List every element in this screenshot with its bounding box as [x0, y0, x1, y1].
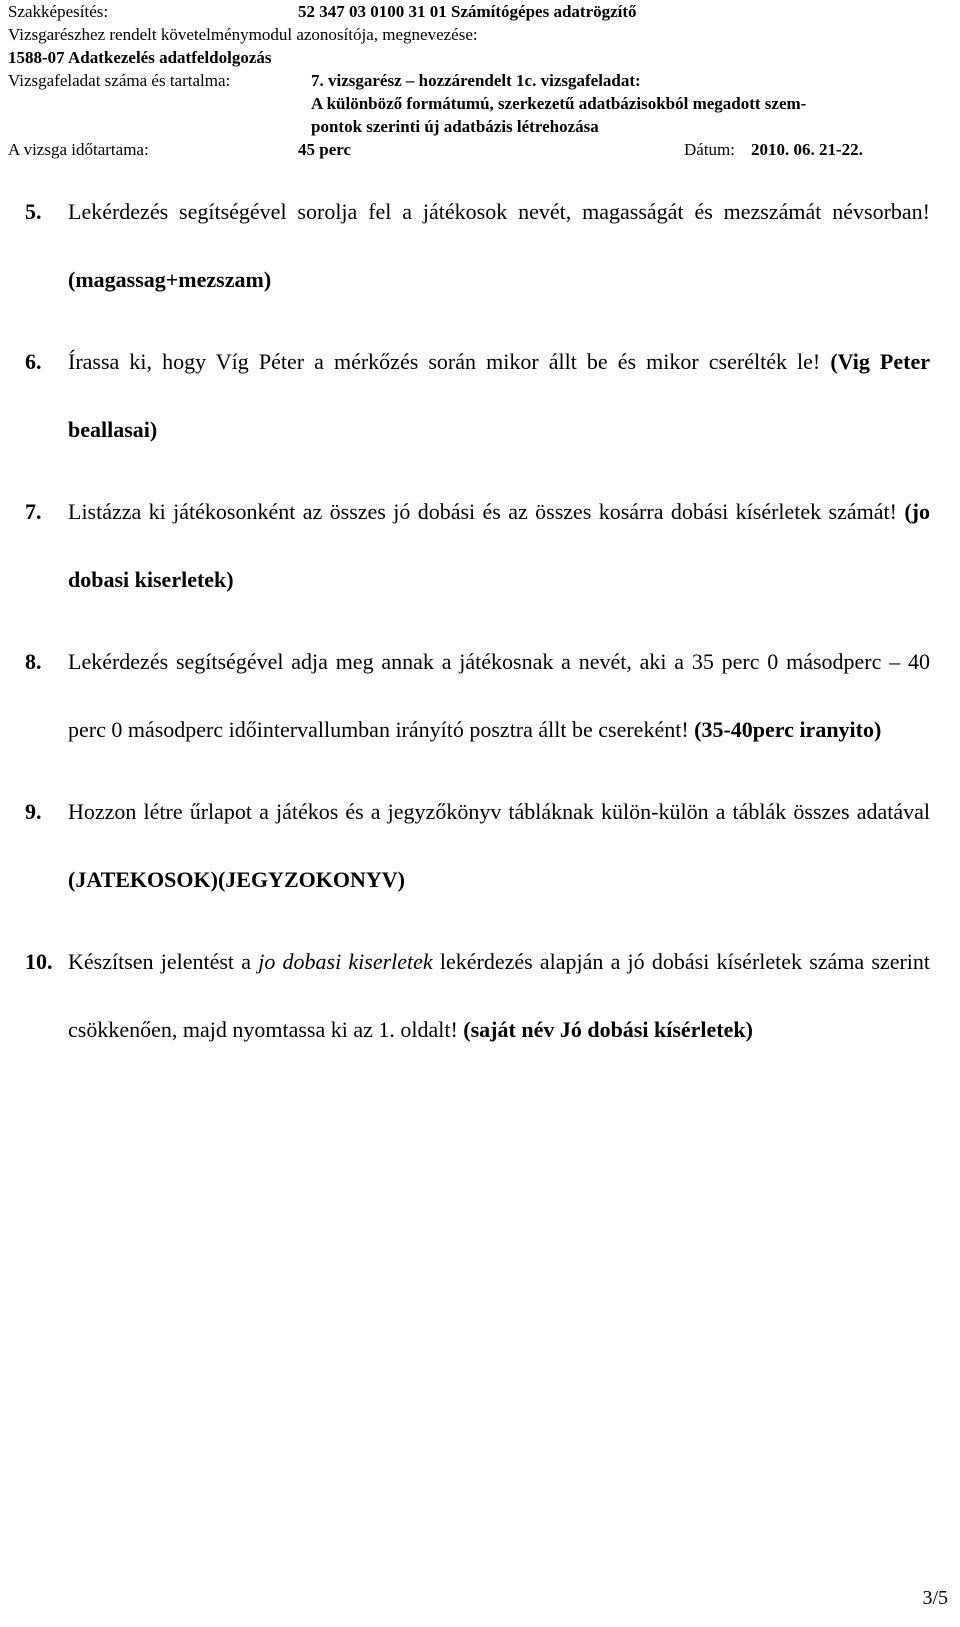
task-text: Lekérdezés segítségével adja meg annak a játékosnak a nevét, aki a 35 perc 0 másodperc – 40 perc 0 másodperc időintervallumban irányító posztra állt be csereként! — [68, 649, 930, 742]
task-output-name: (35-40perc iranyito) — [694, 717, 882, 742]
task-body — [68, 928, 930, 1064]
task-number: 10. — [25, 949, 53, 974]
feladat-label: Vizsgafeladat száma és tartalma: — [8, 71, 231, 90]
task-number: 7. — [25, 499, 42, 524]
header-row-idotartam — [8, 138, 948, 161]
szakkepesites-value: 52 347 03 0100 31 01 Számítógépes adatrögzítő — [298, 2, 637, 21]
szakkepesites-label: Szakképesítés: — [8, 2, 109, 21]
document-header — [8, 0, 948, 161]
task-body — [68, 178, 930, 314]
task-number: 9. — [25, 799, 42, 824]
task-number: 6. — [25, 349, 42, 374]
task-text-before: Készítsen jelentést a — [68, 949, 251, 974]
task-output-name: (JATEKOSOK)(JEGYZOKONYV) — [68, 867, 405, 892]
page-number: 3/5 — [922, 1587, 948, 1609]
task-output-name: (saját név Jó dobási kísérletek) — [463, 1017, 753, 1042]
task-item — [0, 928, 960, 1064]
task-output-name: (Vig Peter beallasai) — [68, 349, 930, 442]
datum-label: Dátum: — [684, 140, 735, 159]
header-row-modul-label — [8, 23, 948, 46]
task-text-after: lekérdezés alapján a jó dobási kísérletek száma szerint csökkenően, majd nyomtassa ki az 1. oldalt! — [68, 949, 931, 1042]
task-body — [68, 328, 930, 464]
task-body — [68, 478, 930, 614]
feladat-value-3: pontok szerinti új adatbázis létrehozása — [311, 117, 599, 136]
idotartam-value: 45 perc — [298, 140, 352, 159]
feladat-value-2: A különböző formátumú, szerkezetű adatbázisokból megadott szem- — [311, 94, 807, 113]
task-text: Írassa ki, hogy Víg Péter a mérkőzés során mikor állt be és mikor cserélték le! — [68, 349, 821, 374]
task-output-name: (jo dobasi kiserletek) — [68, 499, 931, 592]
task-item — [0, 628, 960, 764]
task-number: 5. — [25, 199, 42, 224]
task-body — [68, 778, 930, 914]
task-text: Hozzon létre űrlapot a játékos és a jegyzőkönyv tábláknak külön-külön a táblák összes adatával — [68, 799, 930, 824]
task-text: Lekérdezés segítségével sorolja fel a játékosok nevét, magasságát és mezszámát névsorban! — [68, 199, 930, 224]
task-number: 8. — [25, 649, 42, 674]
task-item — [0, 778, 960, 914]
task-item — [0, 478, 960, 614]
task-item — [0, 178, 960, 314]
task-query-name: jo dobasi kiserletek — [258, 949, 433, 974]
header-row-szakkepesites — [8, 0, 948, 23]
task-list — [0, 178, 960, 1078]
header-row-modul-value — [8, 46, 948, 69]
header-row-feladat-2 — [8, 92, 948, 115]
feladat-value-1: 7. vizsgarész – hozzárendelt 1c. vizsgafeladat: — [311, 71, 641, 90]
datum-value: 2010. 06. 21-22. — [751, 140, 863, 159]
idotartam-label: A vizsga időtartama: — [8, 140, 149, 159]
modul-label: Vizsgarészhez rendelt követelménymodul azonosítója, megnevezése: — [8, 25, 478, 44]
modul-value: 1588-07 Adatkezelés adatfeldolgozás — [8, 48, 272, 67]
header-row-feladat — [8, 69, 948, 92]
task-item — [0, 328, 960, 464]
task-output-name: (magassag+mezszam) — [68, 267, 272, 292]
task-text: Listázza ki játékosonként az összes jó dobási és az összes kosárra dobási kísérletek számát! — [68, 499, 897, 524]
header-row-feladat-3 — [8, 115, 948, 138]
task-body — [68, 628, 930, 764]
